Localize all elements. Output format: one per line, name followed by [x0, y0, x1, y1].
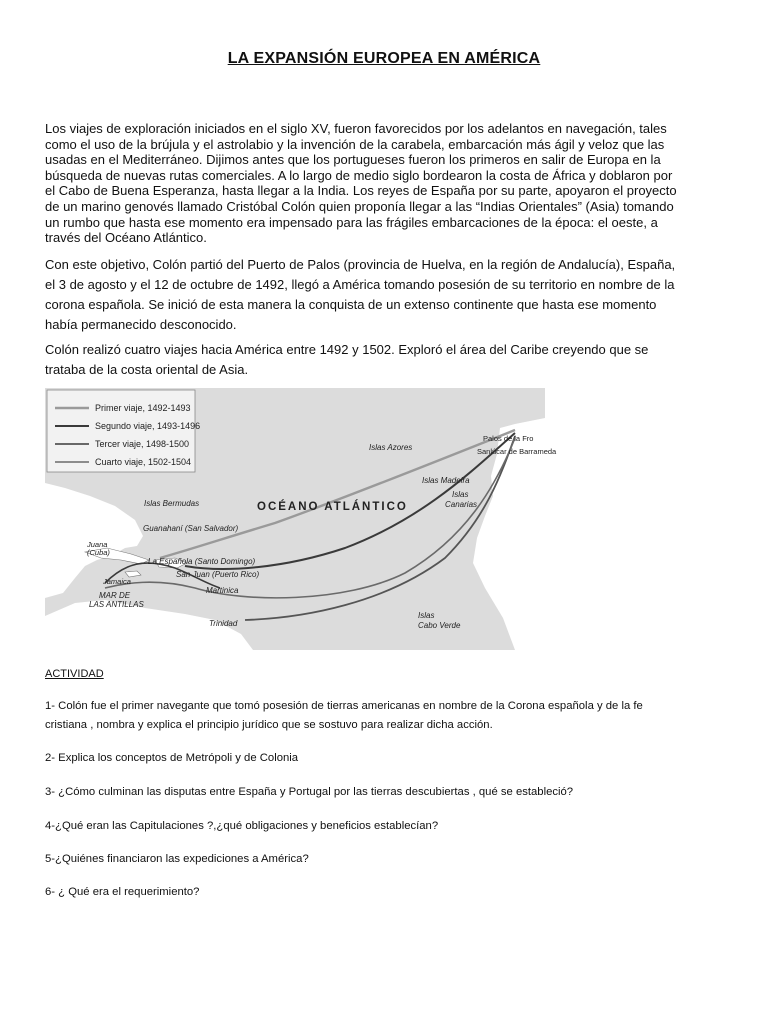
voyages-map	[45, 388, 557, 650]
label-juana-1: Juana	[87, 540, 108, 549]
activity-heading: ACTIVIDAD	[45, 668, 104, 680]
label-palos: Palos de la Fro	[483, 434, 534, 443]
legend-label-first: Primer viaje, 1492-1493	[95, 403, 191, 413]
text-line: Con este objetivo, Colón partió del Puerto de Palos (provincia de Huelva, en la región de Andalucía), España,	[45, 257, 676, 272]
question-line: cristiana , nombra y explica el principio jurídico que se sostuvo para realizar dicha acción.	[45, 719, 493, 731]
label-trinidad: Trinidad	[209, 619, 238, 628]
label-madeira: Islas Madeira	[422, 476, 470, 485]
label-espanola: La Española (Santo Domingo)	[148, 557, 256, 566]
text-line: el Cabo de Buena Esperanza, hasta llegar a la India. Los reyes de España por su parte, apoyaron el proyecto	[45, 183, 677, 199]
label-canarias-2: Canarias	[445, 500, 478, 509]
text-line: Colón realizó cuatro viajes hacia América entre 1492 y 1502. Exploró el área del Caribe creyendo que se	[45, 342, 649, 357]
ocean-label: OCÉANO ATLÁNTICO	[257, 501, 408, 513]
legend-label-second: Segundo viaje, 1493-1496	[95, 421, 201, 431]
question-2	[45, 749, 727, 768]
label-caboverde-2: Cabo Verde	[418, 621, 461, 630]
text-line: como el uso de la brújula y el astrolabio y la invención de la carabela, embarcación más ágil y veloz que las	[45, 136, 665, 152]
question-1	[45, 697, 727, 735]
legend-label-fourth: Cuarto viaje, 1502-1504	[95, 457, 192, 467]
text-line: de un marino genovés llamado Cristóbal Colón quien proponía llegar a las “Indias Orientales” (Asia) tomando	[45, 198, 674, 214]
text-line: corona española. Se inició de esta manera la conquista de un extenso continente que hasta ese momento	[45, 297, 657, 312]
label-antillas-1: MAR DE	[99, 591, 131, 600]
question-4	[45, 817, 727, 836]
map-graphic	[45, 388, 557, 650]
paragraph-four-voyages	[45, 340, 727, 380]
question-6	[45, 883, 727, 902]
label-antillas-2: LAS ANTILLAS	[89, 600, 144, 609]
text-line: había permanecido desconocido.	[45, 317, 237, 332]
label-bermudas: Islas Bermudas	[144, 499, 200, 508]
text-line: Los viajes de exploración iniciados en el siglo XV, fueron favorecidos por los adelantos en navegación, tales	[45, 121, 667, 136]
label-jamaica: Jamaica	[103, 577, 131, 586]
page-title: LA EXPANSIÓN EUROPEA EN AMÉRICA	[227, 50, 541, 67]
question-line: 3- ¿Cómo culminan las disputas entre España y Portugal por las tierras descubiertas , qué se estableció?	[45, 786, 574, 798]
text-line: usadas en el Mediterráneo. Dijimos antes que los portugueses fueron los primeros en salir de Europa en la	[45, 152, 661, 168]
text-line: búsqueda de nuevas rutas comerciales. A lo largo de medio siglo bordearon la costa de África y doblaron por	[45, 167, 673, 183]
question-5	[45, 850, 727, 869]
text-line: el 3 de agosto y el 12 de octubre de 1492, llegó a América tomando posesión de su territorio en nombre de la	[45, 277, 675, 292]
label-caboverde-1: Islas	[418, 611, 435, 620]
text-line: trataba de la costa oriental de Asia.	[45, 362, 249, 377]
label-juana-2: (Cuba)	[87, 548, 110, 557]
label-azores: Islas Azores	[369, 443, 413, 452]
question-line: 6- ¿ Qué era el requerimiento?	[45, 886, 200, 898]
legend-label-third: Tercer viaje, 1498-1500	[95, 439, 190, 449]
label-canarias-1: Islas	[452, 490, 469, 499]
text-line: un rumbo que hasta ese momento era impensado para las frágiles embarcaciones de la época: el oeste, a	[45, 214, 658, 230]
label-martinica: Martinica	[206, 586, 239, 595]
label-sanlucar: Sanlúcar de Barrameda	[477, 447, 557, 456]
question-line: 2- Explica los conceptos de Metrópoli y de Colonia	[45, 752, 299, 764]
question-line: 5-¿Quiénes financiaron las expediciones a América?	[45, 853, 309, 865]
label-sanjuan: San Juan (Puerto Rico)	[176, 570, 260, 579]
label-guanahani: Guanahaní (San Salvador)	[143, 524, 239, 533]
question-line: 1- Colón fue el primer navegante que tomó posesión de tierras americanas en nombre de la Corona española y de la fe	[45, 700, 643, 712]
question-3	[45, 783, 727, 802]
paragraph-columbus-voyage	[45, 255, 727, 335]
intro-paragraph	[45, 121, 727, 246]
question-line: 4-¿Qué eran las Capitulaciones ?,¿qué obligaciones y beneficios establecían?	[45, 820, 439, 832]
text-line: través del Océano Atlántico.	[45, 230, 207, 246]
